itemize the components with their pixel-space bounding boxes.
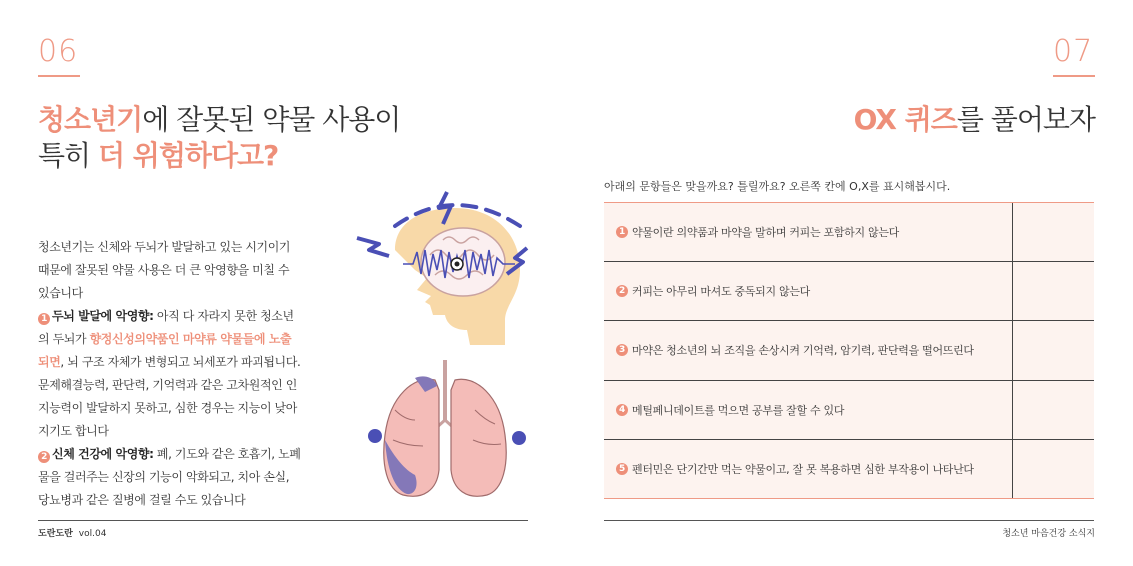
answer-box[interactable] [1012,440,1094,498]
lungs-icon [368,360,526,496]
quiz-row [604,203,1094,262]
question-text: 펜터민은 단기간만 먹는 약물이고, 잘 못 복용하면 심한 부작용이 나타난다 [632,462,974,476]
quiz-row [604,262,1094,321]
intro-paragraph: 청소년기는 신체와 두뇌가 발달하고 있는 시기이기 때문에 잘못된 약물 사용은 더 큰 악영향을 미칠 수 있습니다 [38,240,291,300]
footer-divider-right [604,520,1094,521]
question-number-badge: 5 [616,463,628,475]
answer-box[interactable] [1012,321,1094,379]
quiz-question [604,381,1012,439]
left-page-title [38,102,400,174]
quiz-row [604,321,1094,380]
right-page-title [854,102,1095,138]
title-plain-1: 에 잘못된 약물 사용이 [142,103,401,136]
point-1-text-a: 아직 다 자라지 못한 청소년의 두뇌가 [38,309,294,346]
footer-volume: vol.04 [78,529,107,539]
quiz-question [604,440,1012,498]
quiz-question [604,203,1012,261]
question-text: 마약은 청소년의 뇌 조직을 손상시켜 기억력, 암기력, 판단력을 떨어뜨린다 [632,344,974,358]
footer-divider-left [38,520,528,521]
page-number-underline-right [1053,75,1095,77]
point-2-label: 신체 건강에 악영향: [52,447,154,461]
ox-quiz-table [604,202,1094,499]
point-1-number-badge: 1 [38,313,50,325]
question-number-badge: 2 [616,285,628,297]
quiz-row [604,381,1094,440]
question-text: 커피는 아무리 마셔도 중독되지 않는다 [632,285,811,299]
title-highlight-1: 청소년기 [38,103,143,136]
answer-box[interactable] [1012,262,1094,320]
head-brain-lungs-illustration [355,190,535,500]
title-plain-2: 특히 [38,139,98,172]
question-number-badge: 3 [616,344,628,356]
question-text: 메틸페니데이트를 먹으면 공부를 잘할 수 있다 [632,403,845,417]
lightning-left-icon [357,238,389,256]
quiz-question [604,321,1012,379]
quiz-title-plain: 를 풀어보자 [956,103,1095,136]
page-number-right: 07 [1053,34,1094,69]
question-number-badge: 4 [616,404,628,416]
page-number-underline-left [38,75,80,77]
point-1-label: 두뇌 발달에 악영향: [52,309,154,323]
bacteria-left-icon [368,429,382,443]
page-number-left: 06 [38,34,79,69]
footer-right: 청소년 마음건강 소식지 [1002,529,1095,539]
bacteria-right-icon [512,431,526,445]
title-highlight-2: 더 위험하다고? [98,139,279,172]
point-1-highlight: 향정신성의약품인 마약류 약물들에 노출되면 [38,332,292,369]
quiz-instructions: 아래의 문항들은 맞을까요? 틀릴까요? 오른쪽 칸에 O,X를 표시해봅시다. [604,180,951,193]
point-2-number-badge: 2 [38,451,50,463]
quiz-question [604,262,1012,320]
footer-brand: 도란도란 [38,529,73,539]
footer-left [38,526,106,539]
question-text: 약물이란 의약품과 마약을 말하며 커피는 포함하지 않는다 [632,226,900,240]
answer-box[interactable] [1012,203,1094,261]
answer-box[interactable] [1012,381,1094,439]
point-2-text: 폐, 기도와 같은 호흡기, 노폐물을 걸러주는 신장의 기능이 악화되고, 치아 손실, 당뇨병과 같은 질병에 걸릴 수도 있습니다 [38,447,301,507]
quiz-row [604,440,1094,499]
question-number-badge: 1 [616,226,628,238]
left-body-text [38,236,302,512]
point-1-text-b: , 뇌 구조 자체가 변형되고 뇌세포가 파괴됩니다. 문제해결능력, 판단력, 기억력과 같은 고차원적인 인지능력이 발달하지 못하고, 심한 경우는 지능이 낮아지기도 합니다 [38,355,301,438]
quiz-title-highlight: OX 퀴즈 [853,103,957,136]
